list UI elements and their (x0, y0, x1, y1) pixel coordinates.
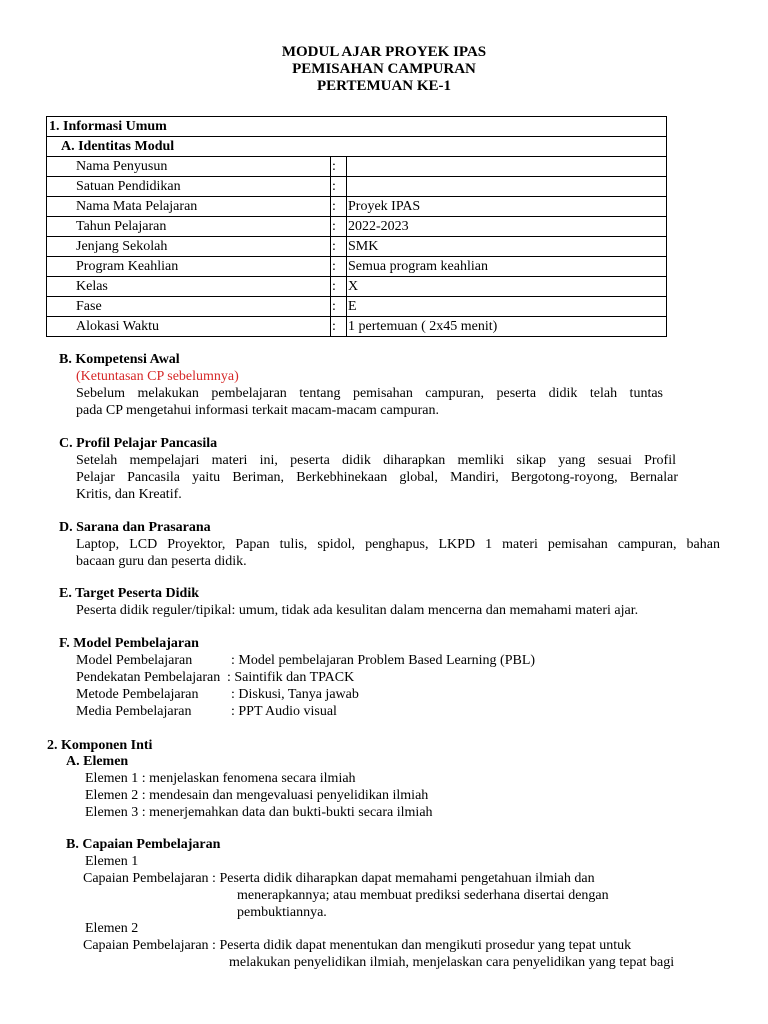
row-separator: : (331, 177, 347, 197)
model-row-label: Metode Pembelajaran (76, 687, 199, 702)
cp-text-line: menerapkannya; atau membuat prediksi sederhana disertai dengan (237, 888, 609, 903)
row-label: Tahun Pelajaran (47, 217, 331, 237)
elemen-item: Elemen 1 : menjelaskan fenomena secara ilmiah (85, 771, 356, 786)
kompetensi-text-line: pada CP mengetahui informasi terkait macam-macam campuran. (76, 403, 439, 418)
row-separator: : (331, 257, 347, 277)
profil-text-line: Kritis, dan Kreatif. (76, 487, 182, 502)
table-row (47, 317, 667, 337)
row-label: Alokasi Waktu (47, 317, 331, 337)
document-title: MODUL AJAR PROYEK IPAS (281, 44, 487, 60)
row-label: Program Keahlian (47, 257, 331, 277)
heading-komponen-inti: 2. Komponen Inti (47, 738, 153, 753)
row-separator: : (331, 297, 347, 317)
sarana-text-line: bacaan guru dan peserta didik. (76, 554, 247, 569)
row-label: Nama Penyusun (47, 157, 331, 177)
model-row-value: : Model pembelajaran Problem Based Learning (PBL) (231, 653, 536, 668)
cp-text-line: Capaian Pembelajaran : Peserta didik diharapkan dapat memahami pengetahuan ilmiah dan (83, 871, 595, 886)
sarana-text-line: Laptop, LCD Proyektor, Papan tulis, spidol, penghapus, LKPD 1 materi pemisahan campuran, bahan (76, 537, 720, 552)
row-separator: : (331, 197, 347, 217)
profil-text-line: Setelah mempelajari materi ini, peserta didik diharapkan memliki sikap yang sesuai Profil (76, 453, 676, 468)
model-row-value: : Saintifik dan TPACK (227, 670, 355, 685)
cp-text-line: melakukan penyelidikan ilmiah, menjelaskan cara penyelidikan yang tepat bagi (229, 955, 675, 970)
table-row (47, 157, 667, 177)
row-value: X (347, 277, 667, 297)
model-row-value: : PPT Audio visual (231, 704, 337, 719)
model-row-label: Media Pembelajaran (76, 704, 192, 719)
heading-target: E. Target Peserta Didik (59, 586, 199, 601)
row-value: SMK (347, 237, 667, 257)
meeting-title: PERTEMUAN KE-1 (316, 78, 452, 94)
model-row-value: : Diskusi, Tanya jawab (231, 687, 359, 702)
table-row (47, 177, 667, 197)
identity-table (46, 116, 667, 337)
profil-text-line: Pelajar Pancasila yaitu Beriman, Berkebhinekaan global, Mandiri, Bergotong-royong, Bernalar (76, 470, 678, 485)
table-row (47, 257, 667, 277)
row-value: Semua program keahlian (347, 257, 667, 277)
cp-text-line: Capaian Pembelajaran : Peserta didik dapat menentukan dan mengikuti prosedur yang tepat untuk (83, 938, 632, 953)
elemen-item: Elemen 3 : menerjemahkan data dan bukti-bukti secara ilmiah (85, 805, 433, 820)
row-label: Fase (47, 297, 331, 317)
table-row (47, 277, 667, 297)
row-separator: : (331, 157, 347, 177)
heading-sarana: D. Sarana dan Prasarana (59, 520, 211, 535)
row-value (347, 157, 667, 177)
row-separator: : (331, 317, 347, 337)
table-row (47, 297, 667, 317)
cp-elemen-title: Elemen 1 (85, 854, 139, 869)
subsection-identitas-modul: A. Identitas Modul (47, 137, 667, 157)
heading-elemen: A. Elemen (66, 754, 129, 769)
row-value: E (347, 297, 667, 317)
row-value: 1 pertemuan ( 2x45 menit) (347, 317, 667, 337)
row-label: Jenjang Sekolah (47, 237, 331, 257)
heading-capaian: B. Capaian Pembelajaran (66, 837, 221, 852)
row-separator: : (331, 277, 347, 297)
heading-profil-pelajar: C. Profil Pelajar Pancasila (59, 436, 218, 451)
row-value: 2022-2023 (347, 217, 667, 237)
kompetensi-text-line: Sebelum melakukan pembelajaran tentang pemisahan campuran, peserta didik telah tuntas (76, 386, 663, 401)
row-separator: : (331, 237, 347, 257)
row-label: Nama Mata Pelajaran (47, 197, 331, 217)
elemen-item: Elemen 2 : mendesain dan mengevaluasi penyelidikan ilmiah (85, 788, 429, 803)
model-row-label: Model Pembelajaran (76, 653, 193, 668)
table-row (47, 217, 667, 237)
table-row (47, 197, 667, 217)
kompetensi-note: (Ketuntasan CP sebelumnya) (76, 369, 239, 384)
section-informasi-umum: 1. Informasi Umum (47, 117, 667, 137)
document-subtitle: PEMISAHAN CAMPURAN (292, 61, 476, 77)
cp-elemen-title: Elemen 2 (85, 921, 139, 936)
row-label: Satuan Pendidikan (47, 177, 331, 197)
heading-model: F. Model Pembelajaran (59, 636, 199, 651)
table-row (47, 237, 667, 257)
target-text-line: Peserta didik reguler/tipikal: umum, tidak ada kesulitan dalam mencerna dan memahami materi ajar. (76, 603, 639, 618)
cp-text-line: pembuktiannya. (237, 905, 327, 920)
row-separator: : (331, 217, 347, 237)
row-value (347, 177, 667, 197)
heading-kompetensi-awal: B. Kompetensi Awal (59, 352, 180, 367)
row-value: Proyek IPAS (347, 197, 667, 217)
row-label: Kelas (47, 277, 331, 297)
model-row-label: Pendekatan Pembelajaran (76, 670, 221, 685)
